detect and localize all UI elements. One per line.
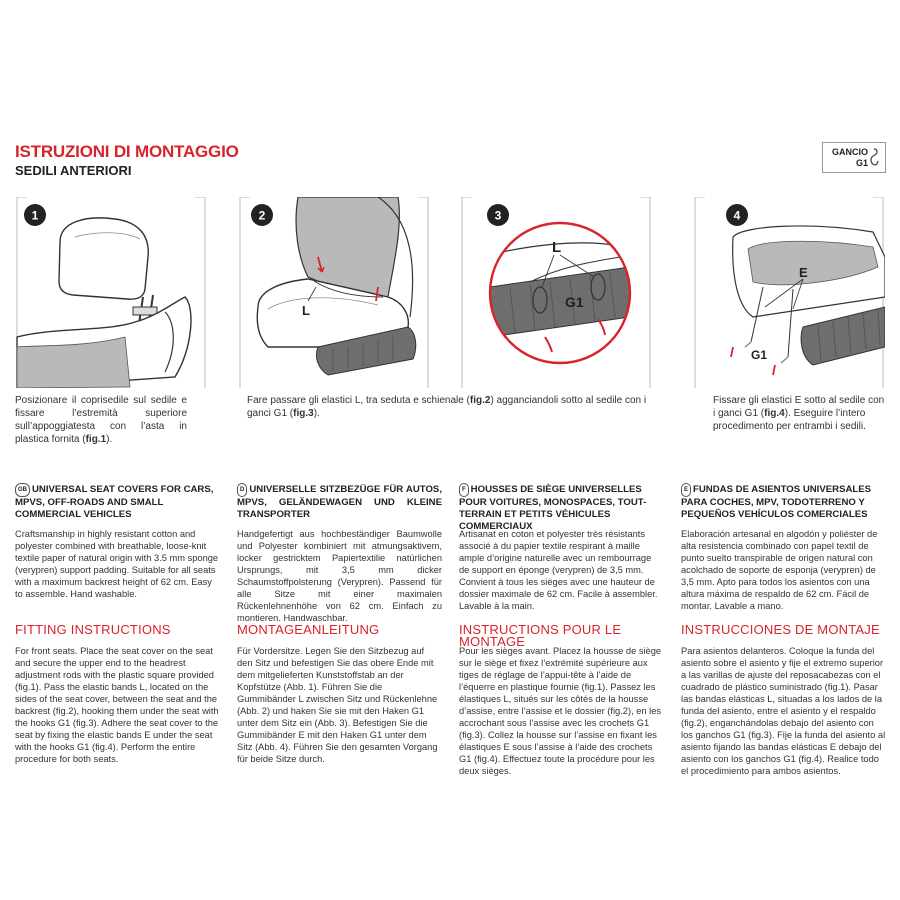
caption-2-text-a: Fare passare gli elastici L, tra seduta e schienale ( xyxy=(247,395,470,406)
page-title: ISTRUZIONI DI MONTAGGIO xyxy=(15,142,239,161)
lang-fr-instructions: Pour les sièges avant. Placez la housse de siège sur le siège et fixez l’extrémité supérieure aux tiges de réglage de l’appui-tête à l’aide de l’équerre en plastique fournie (fig.1). Passez les élastiques L, situés sur les côtés de la housse d’assise, entre l’assise et le dossier (fig.2), en les accrochant sous l’assise avec les crochets G1 (fig.3). Collez la housse sur l’assise en fixant les élastiques E sous l’assise à l’aide des crochets G1 (fig.4). Effectuez toute la procédure pour les deux sièges. xyxy=(459,646,662,776)
flag-fr-icon: F xyxy=(459,483,469,497)
lang-es-fitting-title: INSTRUCCIONES DE MONTAJE xyxy=(681,622,880,637)
lang-de-description: Handgefertigt aus hochbeständiger Baumwolle und Polyester kombiniert mit atmungsaktivem, locker gestricktem Papiertextilie natürlichen Ursprungs, mit 3,5 mm dicker Schaumstoffpolsterung (Verypren). Passend für alle Sitze mit einer maximalen Rückenlehnenhöhe von 62 cm. Einfach zu montieren. Handwaschbar. xyxy=(237,529,442,623)
headrest-shape xyxy=(59,218,148,299)
flag-es-icon: E xyxy=(681,483,691,497)
caption-4-text-a: Fissare gli elastici E sotto al sedile con i ganci G1 ( xyxy=(713,395,885,419)
figure-3 xyxy=(460,197,652,388)
caption-4-figref: fig.4 xyxy=(764,408,785,419)
caption-2-figref-b: fig.3 xyxy=(293,408,314,419)
figure-2 xyxy=(238,197,430,388)
figure-3-label-L: L xyxy=(552,239,562,256)
lang-gb-fitting-title: FITTING INSTRUCTIONS xyxy=(15,622,171,637)
lang-fr-heading-text: HOUSSES DE SIÈGE UNIVERSELLES POUR VOITURES, MONOSPACES, TOUT-TERRAIN ET PETITS VÉHICULES COMMERCIAUX xyxy=(459,484,647,532)
caption-1-figref: fig.1 xyxy=(85,434,107,445)
lang-de-heading-text: UNIVERSELLE SITZBEZÜGE FÜR AUTOS, MPVS, GELÄNDEWAGEN UND KLEINE TRANSPORTER xyxy=(237,484,442,520)
hook-legend-line1: GANCIO xyxy=(832,147,868,157)
caption-fig-1 xyxy=(15,394,187,446)
hook-legend-label xyxy=(828,147,868,169)
figure-4 xyxy=(693,197,885,388)
lang-de-fitting-title: MONTAGEANLEITUNG xyxy=(237,622,380,637)
figure-3-label-G1: G1 xyxy=(565,294,584,310)
caption-2-text-b: ) agganciandoli sotto al sedile con i ganci G1 ( xyxy=(247,395,647,419)
caption-fig-4 xyxy=(713,394,885,433)
figure-4-label-G1: G1 xyxy=(751,348,768,362)
hook-legend-line2: G1 xyxy=(855,158,868,168)
figure-4-number: 4 xyxy=(733,208,741,223)
caption-1-text-b: ). xyxy=(106,434,113,445)
lang-fr-description: Artisanat en coton et polyester très résistants associé à du papier textile respirant à maille ample d’origine naturelle avec un rembourrage de support en éponge (verypren) de 3,5 mm. Convient à tous les sièges avec une hauteur de dossier maximale de 62 cm. Facile à assembler. Lavable à la main. xyxy=(459,529,658,611)
caption-fig-2-3 xyxy=(247,394,657,420)
hook-legend-box xyxy=(822,142,886,173)
lang-es-heading xyxy=(681,483,886,521)
lang-de-instructions: Für Vordersitze. Legen Sie den Sitzbezug auf den Sitz und befestigen Sie das obere Ende mit dem mitgelieferten Kunststoffstab an der Kopfstütze (Abb. 1). Führen Sie die Gummibänder L zwischen Sitz und Rückenlehne (Abb. 2) und haken Sie sie mit den Haken G1 unter dem Sitz ein (Abb. 3). Befestigen Sie die Gummibänder E mit den Haken G1 unter dem Sitz (Abb. 4). Führen Sie den gesamten Vorgang für beide Sitze durch. xyxy=(237,646,438,764)
caption-4-text-b: ). Eseguire l’intero procedimento per entrambi i sedili. xyxy=(713,408,866,432)
lang-fr-fitting-title: INSTRUCTIONS POUR LE MONTAGE xyxy=(459,622,622,649)
flag-gb-icon: GB xyxy=(15,483,30,497)
lang-es-instructions: Para asientos delanteros. Coloque la funda del asiento sobre el asiento y fije el extremo superior a las varillas de ajuste del reposacabezas con el cuadrado de plástico suministrado (fig.1). Pasar las bandas elásticas L, situadas a los lados de la funda del asiento, entre el asiento y el respaldo (fig.2), enganchándolas debajo del asiento con los ganchos G1 (fig.3). Fije la funda del asiento al asiento fijando las bandas elásticas E debajo del asiento con los ganchos G1 (fig.4). Realice todo el procedimiento para ambos asientos. xyxy=(681,646,886,776)
figure-2-number: 2 xyxy=(258,208,266,223)
lang-de-heading xyxy=(237,483,442,521)
lang-gb-heading xyxy=(15,483,220,521)
lang-fr-heading xyxy=(459,483,664,533)
hook-icon xyxy=(867,147,881,169)
figure-4-label-E: E xyxy=(799,265,808,280)
lang-es-description: Elaboración artesanal en algodón y poliéster de alta resistencia combinado con papel textil de punto suelto transpirable de origen natural con acolchado de soporte de esponja (verypren) de 3,5 mm. Apto para todos los asientos con una altura máxima de respaldo de 62 cm. Fácil de montar. Lavable a mano. xyxy=(681,529,878,611)
lang-gb-description: Craftsmanship in highly resistant cotton and polyester combined with breathable, loose-knit textile paper of natural origin with 3.5 mm sponge (verypren) support padding. Suitable for all seats with a maximum backrest height of 62 cm. Easy to assemble. Hand washable. xyxy=(15,529,219,599)
caption-2-figref-a: fig.2 xyxy=(469,395,491,406)
page-subtitle: SEDILI ANTERIORI xyxy=(15,163,132,178)
lang-gb-instructions: For front seats. Place the seat cover on the seat and secure the upper end to the headrest adjustment rods with the plastic square provided (fig.1). Pass the elastic bands L, located on the sides of the seat cover, between the seat and the backrest (fig.2), hooking them under the seat with the hooks G1 (fig.3). Adhere the seat cover to the seat by fixing the elastic bands E under the seat with the hooks G1 (fig.4). Perform the entire procedure for both seats. xyxy=(15,646,219,764)
caption-1-text-a: Posizionare il coprisedile sul sedile e fissare l’estremità superiore sull’appoggiatesta con l’asta in plastica fornita ( xyxy=(15,395,187,445)
caption-2-text-c: ). xyxy=(313,408,320,419)
flag-de-icon: D xyxy=(237,483,247,497)
lang-es-heading-text: FUNDAS DE ASIENTOS UNIVERSALES PARA COCHES, MPV, TODOTERRENO Y PEQUEÑOS VEHÍCULOS COMERCIALES xyxy=(681,484,872,520)
figure-3-number: 3 xyxy=(494,208,502,223)
lang-gb-heading-text: UNIVERSAL SEAT COVERS FOR CARS, MPVS, OFF-ROADS AND SMALL COMMERCIAL VEHICLES xyxy=(15,484,214,520)
figure-2-label-L: L xyxy=(302,303,310,318)
figure-1 xyxy=(15,197,207,388)
figure-1-number: 1 xyxy=(31,208,39,223)
